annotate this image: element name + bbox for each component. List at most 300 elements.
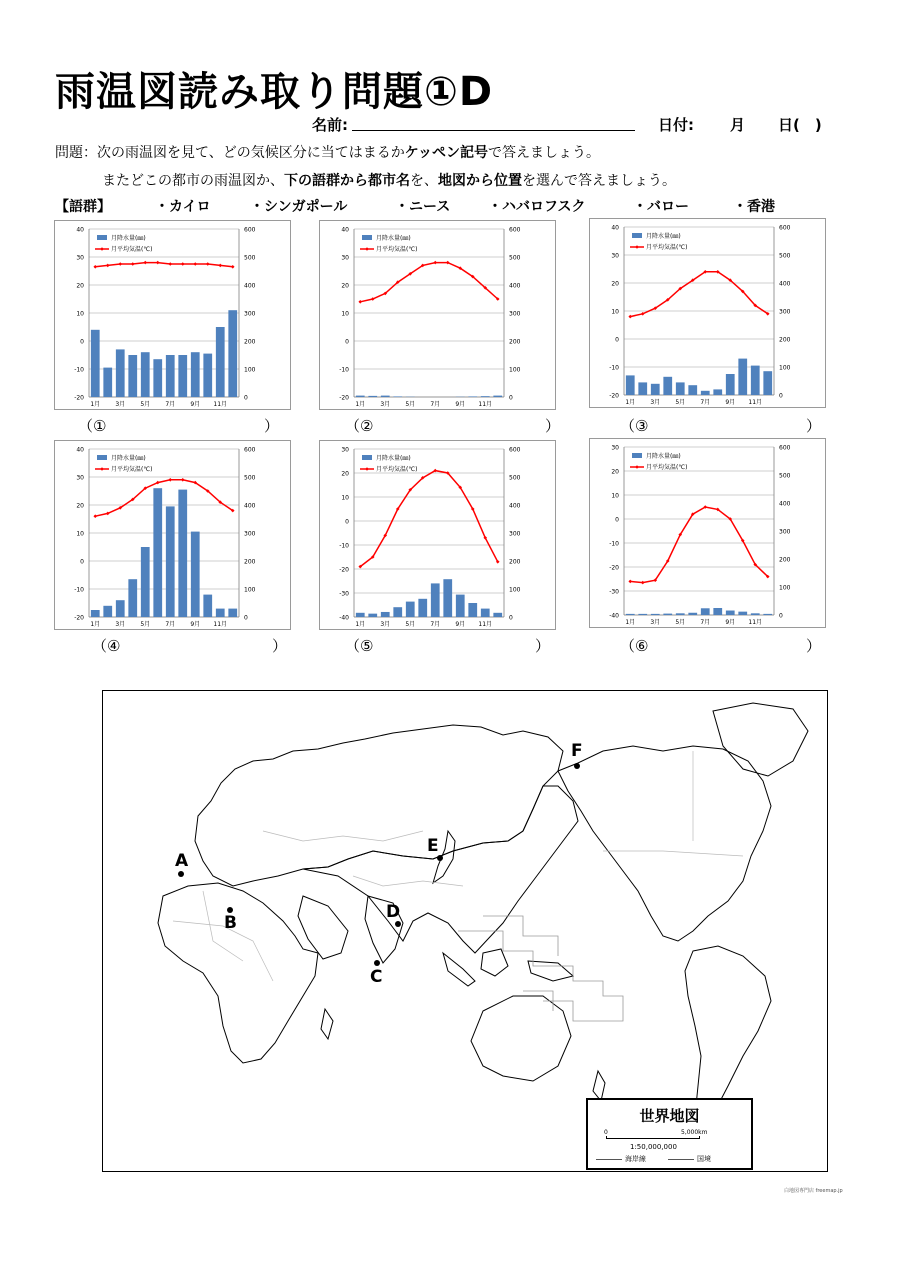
precip-bar <box>228 609 237 617</box>
precip-bar <box>626 614 635 615</box>
name-field[interactable] <box>352 130 635 131</box>
temp-tick-label: -20 <box>339 566 349 574</box>
precip-bar <box>203 354 212 397</box>
month-tick-label: 9月 <box>455 621 466 628</box>
temp-point <box>181 478 185 482</box>
month-tick-label: 9月 <box>190 621 201 628</box>
month-tick-label: 9月 <box>725 619 736 626</box>
precip-tick-label: 600 <box>509 226 521 234</box>
legend-precip-swatch <box>632 233 642 238</box>
temp-tick-label: 0 <box>345 338 349 346</box>
coastline-legend: 海岸線 <box>596 1154 646 1164</box>
month-tick-label: 3月 <box>650 619 661 626</box>
precip-tick-label: 600 <box>244 226 256 234</box>
temp-tick-label: 0 <box>345 518 349 526</box>
temp-tick-label: 30 <box>341 254 349 262</box>
precip-bar <box>651 614 660 615</box>
month-tick-label: 11月 <box>478 621 493 628</box>
question-line-1 <box>55 142 600 162</box>
legend-precip-swatch <box>362 235 372 240</box>
temp-tick-label: -10 <box>609 540 619 548</box>
landmass-africa <box>158 883 318 1063</box>
precip-tick-label: 0 <box>779 392 783 400</box>
temp-line <box>95 263 233 267</box>
precip-bar <box>191 532 200 617</box>
month-tick-label: 3月 <box>650 399 661 406</box>
map-label-e: E <box>427 836 439 856</box>
precip-tick-label: 400 <box>244 282 256 290</box>
map-label-a: A <box>175 851 189 871</box>
precip-bar <box>626 375 635 395</box>
month-tick-label: 7月 <box>430 621 441 628</box>
precip-bar <box>688 613 697 615</box>
temp-tick-label: 20 <box>611 468 619 476</box>
question-keyword: ケッペン記号 <box>404 145 489 161</box>
word-bank-item: ・ニース <box>395 199 451 215</box>
precip-bar <box>651 384 660 395</box>
legend-precip-label: 月降水量(㎜) <box>111 235 146 242</box>
precip-tick-label: 100 <box>509 586 521 594</box>
landmass-australia <box>471 996 571 1081</box>
legend-precip-swatch <box>632 453 642 458</box>
precip-bar <box>713 608 722 615</box>
precip-bar <box>663 377 672 395</box>
legend-precip-label: 月降水量(㎜) <box>646 453 681 460</box>
precip-bar <box>443 579 452 617</box>
answer-label: （① <box>78 417 107 435</box>
question-text: で答えましょう。 <box>488 145 601 161</box>
precip-tick-label: 0 <box>779 612 783 620</box>
month-tick-label: 11月 <box>213 401 228 408</box>
month-tick-label: 5月 <box>405 401 416 408</box>
temp-tick-label: -30 <box>339 590 349 598</box>
month-label: 月 <box>730 116 746 134</box>
precip-bar <box>493 396 502 397</box>
page-title: 雨温図読み取り問題①D <box>55 69 494 115</box>
day-label: 日( ) <box>778 116 822 134</box>
map-point-f <box>574 763 580 769</box>
precip-bar <box>191 352 200 397</box>
precip-bar <box>166 355 175 397</box>
answer-label: （③ <box>620 417 649 435</box>
month-tick-label: 9月 <box>455 401 466 408</box>
map-credit: 白地図専門店 freemap.jp <box>784 1188 843 1194</box>
temp-tick-label: -20 <box>609 392 619 400</box>
month-tick-label: 1月 <box>355 401 366 408</box>
month-tick-label: 1月 <box>625 399 636 406</box>
precip-tick-label: 100 <box>779 584 791 592</box>
precip-tick-label: 400 <box>244 502 256 510</box>
precip-bar <box>738 612 747 615</box>
temp-point <box>118 262 122 266</box>
temp-point <box>358 300 362 304</box>
legend-precip-swatch <box>97 455 107 460</box>
precip-bar <box>368 396 377 397</box>
temp-tick-label: 20 <box>341 282 349 290</box>
precip-tick-label: 0 <box>244 614 248 622</box>
temp-point <box>628 315 632 319</box>
month-tick-label: 9月 <box>190 401 201 408</box>
map-point-a <box>178 871 184 877</box>
precip-bar <box>481 396 490 397</box>
question-text: を、 <box>410 173 438 189</box>
temp-point <box>641 581 645 585</box>
precip-tick-label: 100 <box>244 366 256 374</box>
world-map <box>102 690 828 1172</box>
map-legend-title: 世界地図 <box>639 1107 700 1125</box>
precip-bar <box>116 349 125 397</box>
scale-distance-label: 5,000km <box>681 1129 708 1136</box>
word-bank-item: ・香港 <box>733 199 775 215</box>
temp-tick-label: -10 <box>339 542 349 550</box>
precip-bar <box>178 355 187 397</box>
temp-point <box>628 580 632 584</box>
temp-point <box>206 262 210 266</box>
precip-bar <box>751 613 760 615</box>
precip-tick-label: 600 <box>779 444 791 452</box>
word-bank-label: 【語群】 <box>55 199 111 215</box>
temp-tick-label: 40 <box>76 226 84 234</box>
legend-temp-marker <box>365 247 369 251</box>
temp-tick-label: -30 <box>609 588 619 596</box>
precip-bar <box>763 614 772 615</box>
map-point-c <box>374 960 380 966</box>
precip-bar <box>356 613 365 617</box>
temp-line <box>95 480 233 516</box>
precip-tick-label: 400 <box>509 502 521 510</box>
legend-temp-label: 月平均気温(℃) <box>646 464 688 471</box>
month-tick-label: 11月 <box>213 621 228 628</box>
month-tick-label: 7月 <box>700 399 711 406</box>
country-border <box>263 831 423 841</box>
precip-bar <box>103 606 112 617</box>
precip-tick-label: 200 <box>244 558 256 566</box>
legend-temp-label: 月平均気温(℃) <box>111 466 153 473</box>
month-tick-label: 7月 <box>165 401 176 408</box>
temp-point <box>131 262 135 266</box>
legend-precip-label: 月降水量(㎜) <box>646 233 681 240</box>
landmass-europe <box>195 725 563 886</box>
precip-bar <box>141 547 150 617</box>
precip-tick-label: 300 <box>779 308 791 316</box>
precip-bar <box>381 612 390 617</box>
precip-bar <box>713 389 722 395</box>
temp-point <box>218 264 222 268</box>
precip-bar <box>688 385 697 395</box>
temp-tick-label: 20 <box>76 502 84 510</box>
temp-tick-label: -40 <box>339 614 349 622</box>
landmass-new-guinea <box>528 961 573 981</box>
month-tick-label: 1月 <box>625 619 636 626</box>
month-tick-label: 1月 <box>90 401 101 408</box>
month-tick-label: 3月 <box>115 401 126 408</box>
precip-bar <box>91 330 100 397</box>
precip-tick-label: 0 <box>509 614 513 622</box>
country-border <box>173 921 273 981</box>
word-bank <box>55 196 855 218</box>
precip-bar <box>393 396 402 397</box>
precip-bar <box>418 599 427 617</box>
precip-bar <box>638 382 647 395</box>
precip-bar <box>456 595 465 617</box>
precip-tick-label: 200 <box>779 556 791 564</box>
word-bank-item: ・シンガポール <box>250 199 348 215</box>
precip-bar <box>216 327 225 397</box>
temp-point <box>106 264 110 268</box>
month-tick-label: 5月 <box>675 399 686 406</box>
precip-bar <box>468 396 477 397</box>
month-tick-label: 5月 <box>675 619 686 626</box>
temp-tick-label: 10 <box>611 308 619 316</box>
word-bank-item: ・バロー <box>633 199 689 215</box>
precip-tick-label: 400 <box>779 280 791 288</box>
legend-temp-marker <box>100 247 104 251</box>
precip-tick-label: 200 <box>244 338 256 346</box>
temp-tick-label: 10 <box>76 530 84 538</box>
word-bank-item: ・ハバロフスク <box>488 199 586 215</box>
climate-chart-5 <box>319 440 556 630</box>
precip-tick-label: 500 <box>509 474 521 482</box>
legend-precip-label: 月降水量(㎜) <box>111 455 146 462</box>
legend-temp-label: 月平均気温(℃) <box>376 246 418 253</box>
answer-label: （④ <box>92 637 121 655</box>
climate-chart-3 <box>589 218 826 408</box>
temp-point <box>181 262 185 266</box>
temp-tick-label: -10 <box>74 366 84 374</box>
landmass-asia <box>303 786 578 953</box>
word-bank-item: ・カイロ <box>155 199 211 215</box>
chart-svg <box>55 441 292 631</box>
temp-tick-label: 0 <box>615 336 619 344</box>
legend-precip-label: 月降水量(㎜) <box>376 235 411 242</box>
precip-bar <box>701 608 710 615</box>
precip-tick-label: 400 <box>509 282 521 290</box>
precip-bar <box>153 359 162 397</box>
precip-bar <box>431 583 440 617</box>
temp-tick-label: 0 <box>80 558 84 566</box>
scale-ratio-label: 1:50,000,000 <box>630 1143 677 1151</box>
temp-line <box>360 263 498 302</box>
month-tick-label: 9月 <box>725 399 736 406</box>
scale-zero-label: 0 <box>604 1129 608 1136</box>
temp-tick-label: 0 <box>80 338 84 346</box>
temp-point <box>93 514 97 518</box>
border-legend: 国境 <box>668 1154 711 1164</box>
temp-point <box>193 262 197 266</box>
temp-tick-label: -20 <box>609 564 619 572</box>
landmass-madagascar <box>321 1009 333 1039</box>
climate-chart-1 <box>54 220 291 410</box>
month-tick-label: 1月 <box>90 621 101 628</box>
temp-tick-label: -20 <box>74 394 84 402</box>
legend-temp-label: 月平均気温(℃) <box>646 244 688 251</box>
precip-tick-label: 500 <box>779 252 791 260</box>
precip-bar <box>128 355 137 397</box>
map-label-d: D <box>386 902 401 922</box>
chart-svg <box>590 439 827 629</box>
temp-tick-label: -40 <box>609 612 619 620</box>
month-tick-label: 5月 <box>140 401 151 408</box>
precip-tick-label: 300 <box>509 310 521 318</box>
precip-bar <box>128 579 137 617</box>
precip-bar <box>356 396 365 397</box>
answer-label: （② <box>345 417 374 435</box>
landmass-sumatra <box>443 953 475 986</box>
precip-bar <box>481 609 490 617</box>
answer-label: （⑤ <box>345 637 374 655</box>
month-tick-label: 3月 <box>115 621 126 628</box>
question-text: またどこの都市の雨温図か、 <box>102 173 284 189</box>
temp-point <box>231 265 235 269</box>
precip-bar <box>141 352 150 397</box>
temp-point <box>93 265 97 269</box>
legend-temp-marker <box>365 467 369 471</box>
precip-bar <box>638 614 647 615</box>
precip-bar <box>738 359 747 395</box>
precip-bar <box>153 488 162 617</box>
temp-point <box>433 261 437 265</box>
precip-bar <box>103 368 112 397</box>
precip-bar <box>676 382 685 395</box>
climate-chart-6 <box>589 438 826 628</box>
precip-bar <box>393 607 402 617</box>
precip-bar <box>166 506 175 617</box>
temp-tick-label: -20 <box>74 614 84 622</box>
precip-bar <box>726 611 735 615</box>
precip-bar <box>406 602 415 617</box>
landmass-north-america <box>558 746 771 941</box>
temp-line <box>360 471 498 567</box>
temp-tick-label: -10 <box>74 586 84 594</box>
date-label: 日付: <box>658 116 694 134</box>
precip-tick-label: 400 <box>779 500 791 508</box>
precip-bar <box>701 391 710 395</box>
precip-tick-label: 600 <box>244 446 256 454</box>
temp-tick-label: 40 <box>341 226 349 234</box>
map-label-b: B <box>224 913 237 933</box>
temp-tick-label: 10 <box>76 310 84 318</box>
temp-tick-label: 30 <box>76 254 84 262</box>
climate-chart-2 <box>319 220 556 410</box>
precip-tick-label: 100 <box>779 364 791 372</box>
precip-tick-label: 500 <box>244 474 256 482</box>
temp-tick-label: 20 <box>341 470 349 478</box>
precip-bar <box>216 609 225 617</box>
precip-tick-label: 300 <box>509 530 521 538</box>
month-tick-label: 5月 <box>405 621 416 628</box>
scale-bar <box>606 1136 700 1139</box>
temp-point <box>156 261 160 265</box>
precip-bar <box>91 610 100 617</box>
country-border <box>603 851 743 856</box>
month-tick-label: 7月 <box>430 401 441 408</box>
answer-label: （⑥ <box>620 637 649 655</box>
temp-tick-label: 0 <box>615 516 619 524</box>
precip-bar <box>381 396 390 397</box>
header-row <box>300 114 860 136</box>
legend-temp-marker <box>635 465 639 469</box>
temp-point <box>168 262 172 266</box>
landmass-borneo <box>481 949 508 976</box>
month-tick-label: 11月 <box>748 619 763 626</box>
precip-tick-label: 200 <box>509 558 521 566</box>
map-legend <box>586 1098 753 1170</box>
month-tick-label: 11月 <box>478 401 493 408</box>
precip-bar <box>726 374 735 395</box>
legend-temp-marker <box>635 245 639 249</box>
month-tick-label: 7月 <box>165 621 176 628</box>
landmass-greenland <box>713 703 808 776</box>
question-line-2 <box>102 170 676 190</box>
precip-bar <box>751 366 760 395</box>
month-tick-label: 11月 <box>748 399 763 406</box>
precip-tick-label: 300 <box>779 528 791 536</box>
landmass-new-zealand <box>593 1071 605 1101</box>
legend-precip-swatch <box>362 455 372 460</box>
precip-bar <box>368 614 377 617</box>
temp-tick-label: 10 <box>341 310 349 318</box>
precip-bar <box>663 614 672 615</box>
month-tick-label: 7月 <box>700 619 711 626</box>
precip-tick-label: 500 <box>509 254 521 262</box>
temp-tick-label: 40 <box>76 446 84 454</box>
chart-svg <box>55 221 292 411</box>
temp-tick-label: 10 <box>341 494 349 502</box>
temp-tick-label: 40 <box>611 224 619 232</box>
precip-bar <box>203 595 212 617</box>
temp-tick-label: 30 <box>76 474 84 482</box>
temp-line <box>630 272 768 317</box>
temp-tick-label: 30 <box>611 444 619 452</box>
legend-precip-label: 月降水量(㎜) <box>376 455 411 462</box>
month-tick-label: 1月 <box>355 621 366 628</box>
precip-tick-label: 100 <box>509 366 521 374</box>
legend-temp-label: 月平均気温(℃) <box>376 466 418 473</box>
temp-tick-label: 10 <box>611 492 619 500</box>
precip-bar <box>116 600 125 617</box>
precip-tick-label: 200 <box>509 338 521 346</box>
name-label: 名前: <box>312 116 348 134</box>
question-text: を選んで答えましょう。 <box>522 173 676 189</box>
temp-tick-label: -10 <box>609 364 619 372</box>
precip-tick-label: 500 <box>779 472 791 480</box>
legend-temp-marker <box>100 467 104 471</box>
question-keyword: 地図から位置 <box>438 173 522 189</box>
temp-point <box>143 261 147 265</box>
precip-tick-label: 300 <box>244 310 256 318</box>
precip-tick-label: 500 <box>244 254 256 262</box>
legend-precip-swatch <box>97 235 107 240</box>
temp-tick-label: 20 <box>611 280 619 288</box>
precip-tick-label: 200 <box>779 336 791 344</box>
temp-tick-label: -20 <box>339 394 349 402</box>
chart-svg <box>320 221 557 411</box>
precip-bar <box>178 490 187 617</box>
precip-bar <box>763 371 772 395</box>
precip-bar <box>228 310 237 397</box>
precip-tick-label: 600 <box>779 224 791 232</box>
temp-tick-label: -10 <box>339 366 349 374</box>
precip-tick-label: 600 <box>509 446 521 454</box>
precip-tick-label: 100 <box>244 586 256 594</box>
temp-tick-label: 30 <box>611 252 619 260</box>
precip-tick-label: 0 <box>244 394 248 402</box>
legend-temp-label: 月平均気温(℃) <box>111 246 153 253</box>
month-tick-label: 5月 <box>140 621 151 628</box>
precip-tick-label: 0 <box>509 394 513 402</box>
chart-svg <box>320 441 557 631</box>
precip-tick-label: 300 <box>244 530 256 538</box>
